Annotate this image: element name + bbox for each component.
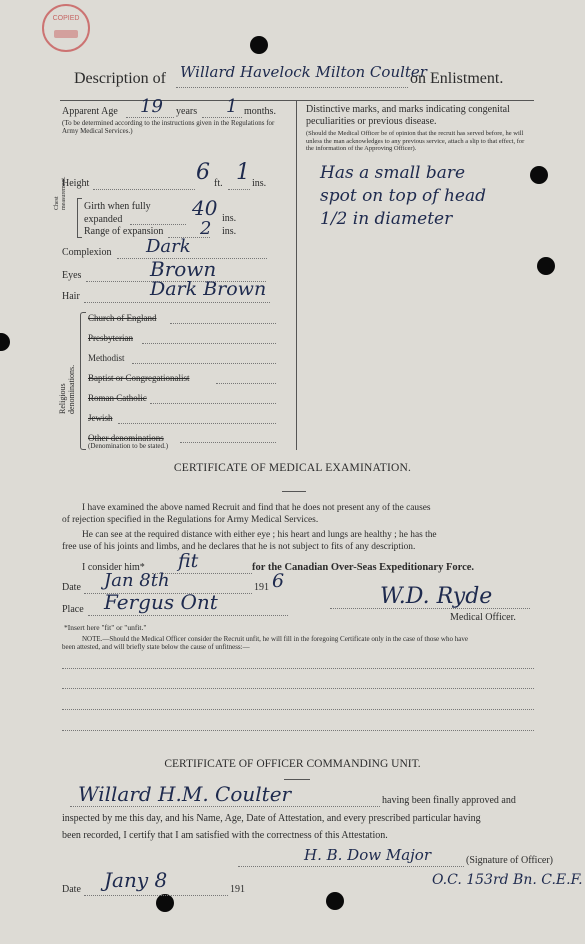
religion-presbyterian: Presbyterian	[88, 333, 133, 343]
officer-date-value: Jany 8	[104, 868, 168, 892]
religion-jewish: Jewish	[88, 413, 113, 423]
religion-baptist: Baptist or Congregationalist	[88, 373, 190, 383]
age-years-value: 19	[140, 96, 163, 117]
title-rule	[284, 779, 310, 780]
height-label: Height	[62, 178, 90, 189]
hair-label: Hair	[62, 291, 80, 302]
range-value: 2	[200, 218, 212, 239]
description-title-suffix: on Enlistment.	[410, 70, 504, 87]
religion-methodist: Methodist	[88, 353, 125, 363]
punch-hole	[156, 894, 174, 912]
consider-prefix: I consider him*	[82, 562, 145, 573]
unfitness-line	[62, 730, 534, 731]
apparent-age-label: Apparent Age	[62, 106, 118, 117]
unfitness-line	[62, 688, 534, 689]
denomination-note: (Denomination to be stated.)	[88, 442, 169, 450]
insert-note: *Insert here "fit" or "unfit."	[64, 623, 147, 632]
hair-value: Dark Brown	[150, 278, 267, 300]
marks-line-1: Has a small bare	[320, 163, 466, 183]
religion-brace	[80, 312, 86, 450]
unfit-note-line2: been attested, and will briefly state below the cause of unfitness:—	[62, 643, 250, 651]
religion-other: Other denominations	[88, 433, 164, 443]
ins-label: ins.	[252, 178, 267, 189]
officer-date-label: Date	[62, 884, 81, 895]
medical-cert-title: CERTIFICATE OF MEDICAL EXAMINATION.	[173, 462, 412, 474]
punch-hole	[537, 257, 555, 275]
officer-line1-suffix: having been finally approved and	[382, 795, 516, 806]
marks-note: (Should the Medical Officer be of opinion that the recruit has served before, he will unless the man acknowledges to any previous service, attach a slip to that effect, for the information of the Approving Officer).	[306, 130, 525, 152]
months-label: months.	[244, 106, 276, 117]
eyes-label: Eyes	[62, 270, 82, 281]
consider-value: fit	[178, 550, 199, 572]
ft-label: ft.	[214, 178, 223, 189]
punch-hole	[250, 36, 268, 54]
officer-cert-title: CERTIFICATE OF OFFICER COMMANDING UNIT.	[164, 758, 421, 770]
age-months-value: 1	[226, 96, 238, 117]
officer-signature: H. B. Dow Major	[304, 846, 431, 864]
medical-year-prefix: 191	[254, 582, 269, 593]
officer-signature-label: (Signature of Officer)	[466, 855, 554, 866]
range-unit: ins.	[222, 226, 237, 237]
girth-unit: ins.	[222, 213, 237, 224]
eyes-value: Brown	[150, 257, 217, 281]
medical-para2-line1: He can see at the required distance with either eye ; his heart and lungs are healthy ; he has the	[82, 530, 437, 540]
medical-para2-line2: free use of his joints and limbs, and he declares that he is not subject to fits of any description.	[62, 542, 416, 552]
medical-officer-signature: W.D. Ryde	[380, 584, 493, 609]
religion-church-of-england: Church of England	[88, 313, 157, 323]
medical-place-value: Fergus Ont	[104, 590, 218, 614]
marks-line-3: 1/2 in diameter	[320, 209, 453, 229]
marks-line-2: spot on top of head	[320, 186, 486, 206]
religion-roman-catholic: Roman Catholic	[88, 393, 147, 403]
religious-label: Religious denominations.	[58, 364, 76, 414]
unfit-note-line1: NOTE.—Should the Medical Officer consider the Recruit unfit, he will fill in the foregoing Certificate only in the case of those who have	[82, 635, 468, 643]
officer-year-prefix: 191	[230, 884, 245, 895]
officer-unit: O.C. 153rd Bn. C.E.F.	[432, 872, 583, 888]
description-title-prefix: Description of	[74, 70, 166, 87]
height-ft-value: 6	[196, 160, 210, 185]
punch-hole	[0, 333, 10, 351]
consider-suffix: for the Canadian Over-Seas Expeditionary Force.	[252, 562, 475, 573]
officer-recruit-name: Willard H.M. Coulter	[78, 782, 292, 806]
medical-year-value: 6	[272, 570, 285, 592]
chest-label: Chest measurement.	[54, 176, 67, 210]
height-in-value: 1	[236, 160, 250, 185]
medical-date-label: Date	[62, 582, 81, 593]
unfitness-line	[62, 668, 534, 669]
officer-line3: been recorded, I certify that I am satisfied with the correctness of this Attestation.	[62, 830, 388, 841]
girth-value: 40	[192, 196, 218, 220]
age-note: (To be determined according to the instructions given in the Regulations for Army Medical Services.)	[62, 119, 275, 135]
medical-officer-label: Medical Officer.	[450, 612, 516, 623]
copied-stamp	[42, 4, 90, 52]
title-rule	[282, 491, 306, 492]
chest-brace	[77, 198, 82, 238]
years-label: years	[176, 106, 198, 117]
unfitness-line	[62, 709, 534, 710]
recruit-name: Willard Havelock Milton Coulter	[180, 63, 427, 81]
complexion-value: Dark	[146, 236, 191, 257]
range-label: Range of expansion	[84, 226, 164, 237]
complexion-label: Complexion	[62, 247, 112, 258]
stamp-text: COPIED	[52, 15, 80, 22]
table-divider	[296, 100, 297, 450]
punch-hole	[326, 892, 344, 910]
girth-label: Girth when fully expanded	[84, 201, 151, 225]
medical-date-value: Jan 8th	[104, 570, 170, 591]
medical-para1-line1: I have examined the above named Recruit and find that he does not present any of the causes	[82, 503, 431, 513]
officer-line2: inspected by me this day, and his Name, Age, Date of Attestation, and every prescribed particular having	[62, 813, 481, 824]
medical-place-label: Place	[62, 604, 84, 615]
marks-title: Distinctive marks, and marks indicating congenital peculiarities or previous disease.	[306, 104, 510, 127]
medical-para1-line2: of rejection specified in the Regulations for Army Medical Services.	[62, 515, 319, 525]
